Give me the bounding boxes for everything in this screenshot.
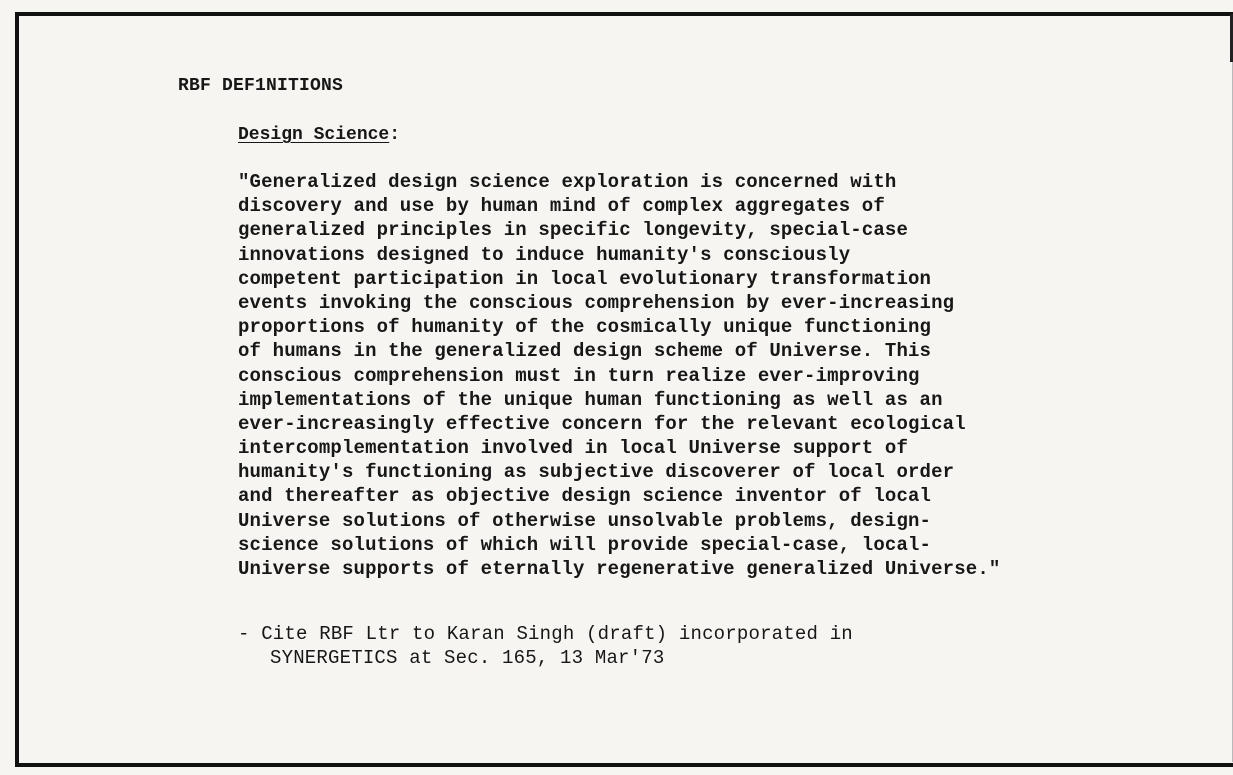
quote-line: innovations designed to induce humanity's consciously [238, 243, 851, 266]
quote-line: "Generalized design science exploration is concerned with [238, 171, 897, 193]
citation-line: - Cite RBF Ltr to Karan Singh (draft) incorporated in [238, 623, 853, 645]
quote-line: Universe solutions of otherwise unsolvable problems, design- [238, 509, 932, 532]
quote-line: of humans in the generalized design scheme of Universe. This [238, 340, 932, 363]
quote-line: conscious comprehension must in turn realize ever-improving [238, 364, 920, 387]
quote-line: science solutions of which will provide special-case, local- [238, 533, 932, 556]
quote-line: competent participation in local evolutionary transformation [238, 267, 932, 290]
citation [238, 622, 1138, 670]
quote-line: ever-increasingly effective concern for the relevant ecological [238, 412, 966, 435]
quote-line: discovery and use by human mind of complex aggregates of [238, 195, 885, 218]
section-title-text: Design Science [238, 125, 390, 145]
quote-line: Universe supports of eternally regenerative generalized Universe." [238, 558, 1001, 580]
definition-quote [238, 170, 1168, 581]
citation-line: SYNERGETICS at Sec. 165, 13 Mar'73 [270, 647, 665, 669]
quote-line: implementations of the unique human functioning as well as an [238, 388, 943, 411]
section-title [238, 125, 400, 145]
section-title-colon: : [389, 125, 401, 145]
quote-line: humanity's functioning as subjective discoverer of local order [238, 461, 955, 484]
quote-line: intercomplementation involved in local Universe support of [238, 437, 909, 460]
quote-line: generalized principles in specific longevity, special-case [238, 219, 909, 242]
document-heading: RBF DEF1NITIONS [178, 76, 344, 96]
quote-line: and thereafter as objective design science inventor of local [238, 485, 932, 508]
quote-line: events invoking the conscious comprehension by ever-increasing [238, 291, 955, 314]
quote-line: proportions of humanity of the cosmically unique functioning [238, 316, 932, 339]
